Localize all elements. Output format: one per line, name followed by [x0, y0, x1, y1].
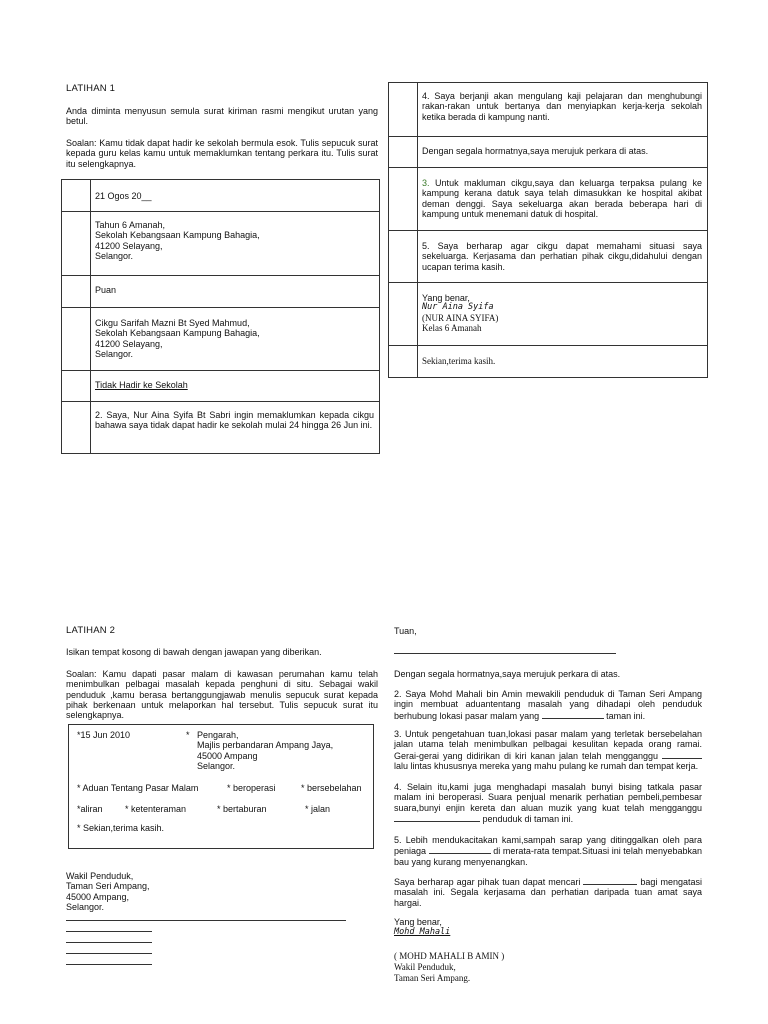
blank-line-address	[66, 953, 152, 954]
table-row	[62, 308, 380, 371]
latihan-2-instruction: Isikan tempat kosong di bawah dengan jawapan yang diberikan.	[66, 647, 322, 657]
fill-blank[interactable]	[583, 876, 637, 885]
letter-closing: Yang benar,	[394, 917, 442, 927]
fill-blank[interactable]	[394, 813, 480, 822]
latihan-2-title: LATIHAN 2	[66, 625, 116, 636]
letter-salutation: Tuan,	[394, 626, 417, 636]
answer-date: *15 Jun 2010	[77, 730, 131, 740]
blank-line-address	[66, 942, 152, 943]
latihan-1-instruction: Anda diminta menyusun semula surat kiriman rasmi mengikut urutan yang betul.	[66, 106, 378, 127]
letter-signer-name: ( MOHD MAHALI B AMIN )	[394, 951, 505, 961]
answer-item: * bertaburan	[217, 804, 267, 814]
latihan-1-question: Soalan: Kamu tidak dapat hadir ke sekolah bermula esok. Tulis sepucuk surat kepada guru kelas kamu untuk memaklumkan tentang perkara itu. Tulis surat itu selengkapnya.	[66, 138, 378, 169]
paragraph-5: 5. Saya berharap agar cikgu dapat memahami situasi saya sekeluarga. Kerjasama dan perhatian pihak cikgu,didahului dengan ucapan terima kasih.	[418, 231, 708, 283]
letter-paragraph-2: 2. Saya Mohd Mahali bin Amin mewakili penduduk di Taman Seri Ampang ingin membuat aduantentang masalah yang dihadapi oleh penduduk berhubung lokasi pasar malam yang taman ini.	[394, 689, 702, 721]
paragraph-3: Untuk makluman cikgu,saya dan keluarga terpaksa pulang ke kampung kerana datuk saya telah dimasukkan ke hospital akibat deman denggi. Saya sekeluarga akan berada beberapa hari di kampung untuk menemani datuk di hospital.	[422, 178, 702, 220]
letter-paragraph-3: 3. Untuk pengetahuan tuan,lokasi pasar malam yang terletak bersebelahan jalan utama telah menimbulkan pelbagai kesulitan kepada orang ramai. Gerai-gerai yang didirikan di kiri kanan jalan telah mengganggu lalu lintas khususnya mereka yang mahu pulang ke rumah dan tempat kerja.	[394, 729, 702, 772]
answer-item: * Aduan Tentang Pasar Malam	[77, 783, 199, 793]
table-row	[62, 212, 380, 276]
letter-subject: Tidak Hadir ke Sekolah	[95, 380, 188, 390]
recipient-address: Cikgu Sarifah Mazni Bt Syed Mahmud, Sekolah Kebangsaan Kampung Bahagia, 41200 Selayang, Selangor.	[91, 308, 380, 371]
letter-paragraph-6: Saya berharap agar pihak tuan dapat mencari bagi mengatasi masalah ini. Segala kerjasama dan perhatian daripada tuan amat saya hargai.	[394, 877, 702, 908]
latihan-2-question: Soalan: Kamu dapati pasar malam di kawasan perumahan kamu telah menimbulkan pelbagai masalah kepada penghuni di situ. Sebagai wakil penduduk ,kamu berasa bertanggungjawab menulis sepucuk surat kepada pihak berkenaan untuk melaporkan hal tersebut. Tulis sepucuk surat itu selengkapnya.	[66, 669, 378, 721]
paragraph-3-number: 3.	[422, 178, 430, 188]
signer-name: (NUR AINA SYIFA)	[422, 313, 499, 324]
answer-item: * ketenteraman	[125, 804, 187, 814]
sender-address: Wakil Penduduk, Taman Seri Ampang, 45000 Ampang, Selangor.	[66, 871, 150, 913]
letter-paragraph-5: 5. Lebih mendukacitakan kami,sampah sarap yang ditinggalkan oleh para peniaga di merata-rata tempat.Situasi ini telah menyebabkan bau yang kurang menyenangkan.	[394, 835, 702, 867]
blank-line-date	[66, 920, 346, 921]
table-row	[389, 283, 708, 346]
table-row	[389, 346, 708, 378]
letter-signature: Mohd Mahali	[394, 927, 451, 937]
table-row	[389, 137, 708, 168]
paragraph-4: 4. Saya berjanji akan mengulang kaji pelajaran dan menghubungi rakan-rakan untuk bertanya dan menyiapkan kerja-kerja sekolah ketika berada di kampung nanti.	[418, 83, 708, 137]
table-row	[62, 180, 380, 212]
letter-signer-place: Taman Seri Ampang.	[394, 973, 471, 983]
letter-reference: Dengan segala hormatnya,saya merujuk perkara di atas.	[394, 669, 621, 679]
latihan-1-title: LATIHAN 1	[66, 83, 116, 94]
closing: Yang benar,	[422, 293, 470, 303]
table-row	[389, 231, 708, 283]
fill-blank[interactable]	[542, 710, 604, 719]
letter-paragraph-4: 4. Selain itu,kami juga menghadapi masalah bunyi bising tatkala pasar malam ini beroperasi. Suara penjual menarik perhatian pembeli,pembesar suara,bunyi enjin kereta dan aluan muzik yang kuat telah mengganggu penduduk di taman ini.	[394, 782, 702, 825]
reference-line: Dengan segala hormatnya,saya merujuk perkara di atas.	[418, 137, 708, 168]
latihan-1-right-table	[388, 82, 708, 378]
blank-line-address	[66, 931, 152, 932]
sender-address: Tahun 6 Amanah, Sekolah Kebangsaan Kampung Bahagia, 41200 Selayang, Selangor.	[91, 212, 380, 276]
answer-address: Pengarah, Majlis perbandaran Ampang Jaya, 45000 Ampang Selangor.	[197, 730, 334, 772]
blank-line-subject	[394, 653, 616, 654]
answer-box	[68, 724, 374, 849]
answer-item: * bersebelahan	[301, 783, 362, 793]
signer-class: Kelas 6 Amanah	[422, 323, 482, 334]
answer-item: * beroperasi	[227, 783, 276, 793]
answer-item: * jalan	[305, 804, 331, 814]
signature: Nur Aina Syifa	[422, 302, 494, 313]
paragraph-2: 2. Saya, Nur Aina Syifa Bt Sabri ingin memaklumkan kepada cikgu bahawa saya tidak dapat hadir ke sekolah mulai 24 hingga 26 Jun ini.	[91, 402, 380, 454]
fill-blank[interactable]	[662, 750, 702, 759]
answer-address-star: *	[186, 730, 190, 740]
latihan-1-left-table	[61, 179, 380, 454]
sign-off: Sekian,terima kasih.	[418, 346, 708, 378]
table-row	[389, 168, 708, 231]
answer-item: *aliran	[77, 804, 103, 814]
table-row	[62, 402, 380, 454]
table-row	[62, 276, 380, 308]
answer-item: * Sekian,terima kasih.	[77, 823, 165, 833]
blank-line-address	[66, 964, 152, 965]
letter-signer-role: Wakil Penduduk,	[394, 962, 456, 972]
fill-blank[interactable]	[429, 845, 491, 854]
letter-date: 21 Ogos 20__	[91, 180, 380, 212]
table-row	[62, 371, 380, 402]
table-row	[389, 83, 708, 137]
salutation: Puan	[91, 276, 380, 308]
